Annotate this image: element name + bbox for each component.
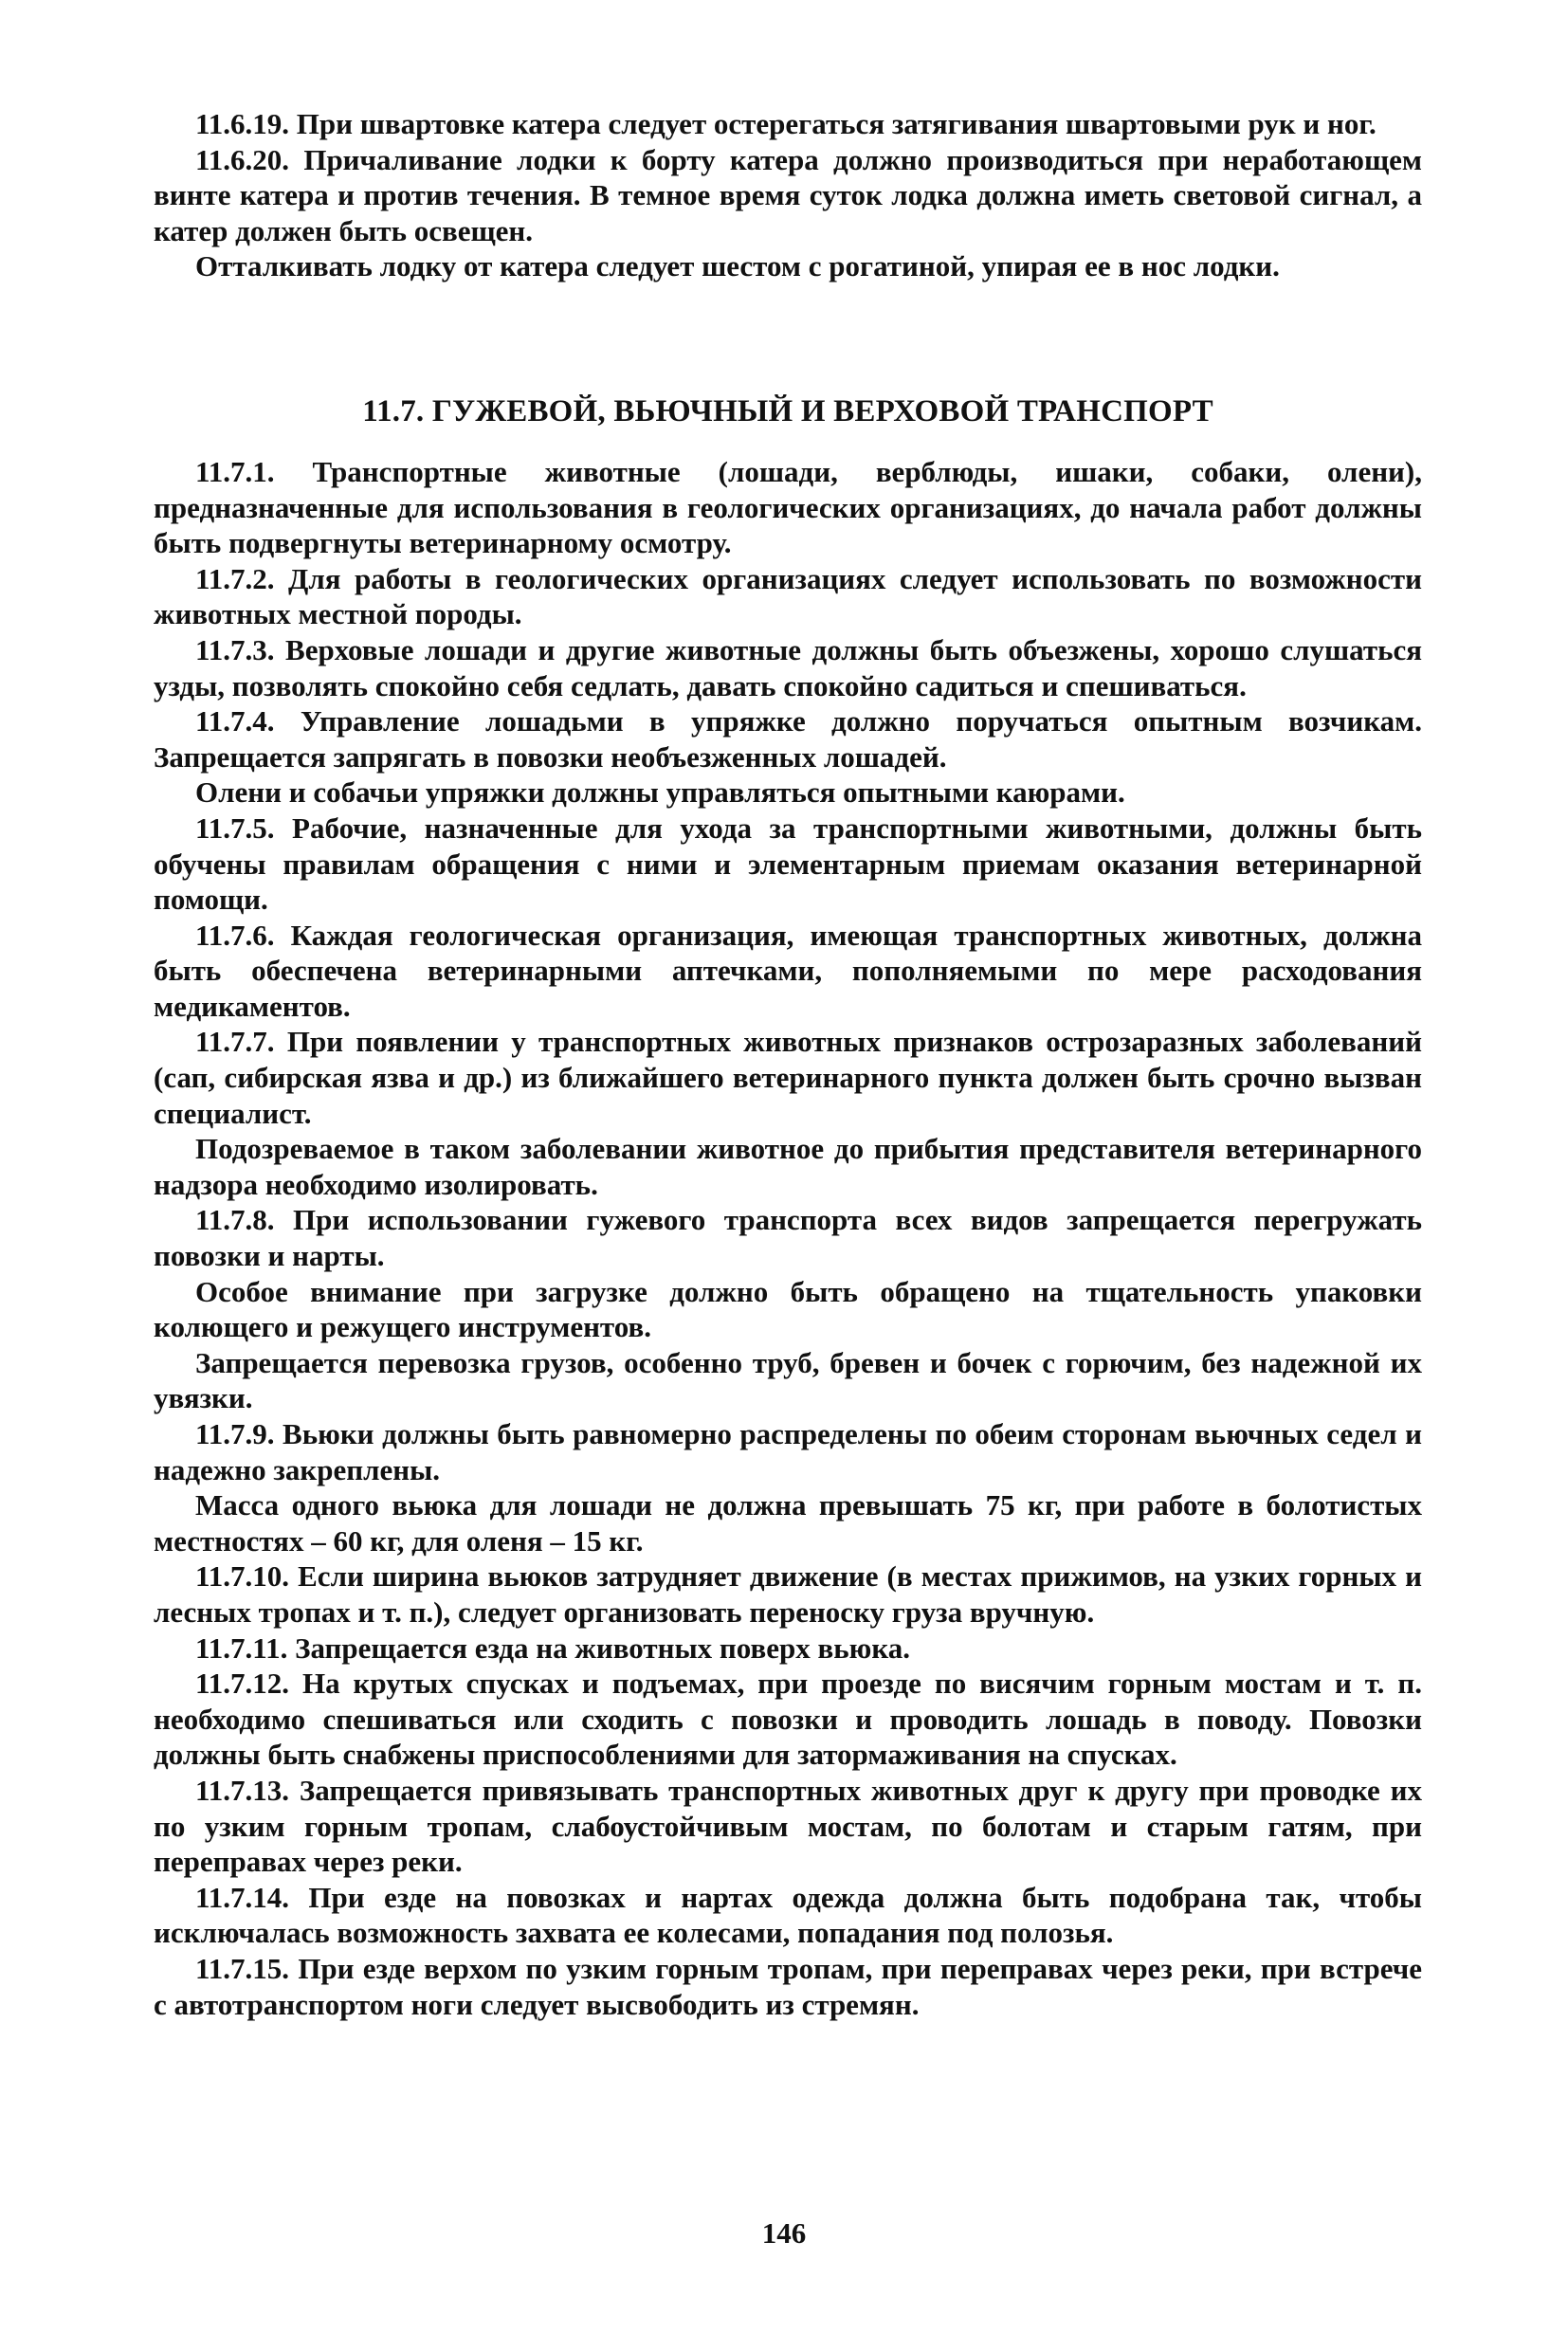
page-number: 146 <box>761 2216 807 2250</box>
paragraph-11-7-15: 11.7.15. При езде верхом по узким горным тропам, при переправах через реки, при встрече с автотранспортом ноги следует высвободить из стремян. <box>154 1951 1422 2021</box>
paragraph-11-7-14: 11.7.14. При езде на повозках и нартах одежда должна быть подобрана так, чтобы исключалась возможность захвата ее колесами, попадания под полозья. <box>154 1880 1422 1950</box>
paragraph-11-7-8-cont-1: Особое внимание при загрузке должно быть обращено на тщательность упаковки колющего и режущего инструментов. <box>154 1274 1422 1344</box>
paragraph-11-6-19: 11.6.19. При швартовке катера следует остерегаться затягивания швартовыми рук и ног. <box>195 107 1377 140</box>
paragraph-11-7-6: 11.7.6. Каждая геологическая организация, имеющая транспортных животных, должна быть обеспечена ветеринарными аптечками, пополняемыми по мере расходования медикаментов. <box>154 918 1422 1023</box>
paragraph-11-7-3: 11.7.3. Верховые лошади и другие животные должны быть объезжены, хорошо слушаться узды, позволять спокойно себя седлать, давать спокойно садиться и спешиваться. <box>154 632 1422 702</box>
paragraph-11-7-7: 11.7.7. При появлении у транспортных животных признаков острозаразных заболеваний (сап, сибирская язва и др.) из ближайшего ветеринарного пункта должен быть срочно вызван специалист. <box>154 1025 1422 1130</box>
paragraph-11-7-8: 11.7.8. При использовании гужевого транспорта всех видов запрещается перегружать повозки и нарты. <box>154 1203 1422 1273</box>
paragraph-11-7-12: 11.7.12. На крутых спусках и подъемах, при проезде по висячим горным мостам и т. п. необходимо спешиваться или сходить с повозки и проводить лошадь в поводу. Повозки должны быть снабжены приспособлениями для затормаживания на спусках. <box>154 1667 1422 1772</box>
paragraph-11-7-2: 11.7.2. Для работы в геологических организациях следует использовать по возможности животных местной породы. <box>154 561 1422 631</box>
section-title: 11.7. ГУЖЕВОЙ, ВЬЮЧНЫЙ И ВЕРХОВОЙ ТРАНСПОРТ <box>362 393 1213 428</box>
paragraph-11-7-8-cont-2: Запрещается перевозка грузов, особенно труб, бревен и бочек с горючим, без надежной их увязки. <box>154 1345 1422 1415</box>
paragraph-11-7-13: 11.7.13. Запрещается привязывать транспортных животных друг к другу при проводке их по узким горным тропам, слабоустойчивым мостам, по болотам и старым гатям, при переправах через реки. <box>154 1773 1422 1879</box>
paragraph-11-7-5: 11.7.5. Рабочие, назначенные для ухода за транспортными животными, должны быть обучены правилам обращения с ними и элементарным приемам оказания ветеринарной помощи. <box>154 811 1422 917</box>
paragraph-11-7-11: 11.7.11. Запрещается езда на животных поверх вьюка. <box>195 1631 910 1665</box>
paragraph-11-7-9: 11.7.9. Вьюки должны быть равномерно распределены по обеим сторонам вьючных седел и надежно закреплены. <box>154 1417 1422 1486</box>
paragraph-11-7-10: 11.7.10. Если ширина вьюков затрудняет движение (в местах прижимов, на узких горных и лесных тропах и т. п.), следует организовать переноску груза вручную. <box>154 1559 1422 1629</box>
paragraph-11-7-7-cont: Подозреваемое в таком заболевании животное до прибытия представителя ветеринарного надзора необходимо изолировать. <box>154 1132 1422 1201</box>
document-page <box>154 106 1422 2022</box>
paragraph-11-7-9-cont: Масса одного вьюка для лошади не должна превышать 75 кг, при работе в болотистых местностях – 60 кг, для оленя – 15 кг. <box>154 1488 1422 1558</box>
paragraph-11-6-20: 11.6.20. Причаливание лодки к борту катера должно производиться при неработающем винте катера и против течения. В темное время суток лодка должна иметь световой сигнал, а катер должен быть освещен. <box>154 142 1422 247</box>
paragraph-11-7-4-cont: Олени и собачьи упряжки должны управляться опытными каюрами. <box>195 775 1125 810</box>
paragraph-11-7-4: 11.7.4. Управление лошадьми в упряжке должно поручаться опытным возчикам. Запрещается запрягать в повозки необъезженных лошадей. <box>154 704 1422 774</box>
paragraph-11-7-1: 11.7.1. Транспортные животные (лошади, верблюды, ишаки, собаки, олени), предназначенные для использования в геологических организациях, до начала работ должны быть подвергнуты ветеринарному осмотру. <box>154 454 1422 560</box>
paragraph-11-6-20-cont: Отталкивать лодку от катера следует шестом с рогатиной, упирая ее в нос лодки. <box>195 249 1280 283</box>
